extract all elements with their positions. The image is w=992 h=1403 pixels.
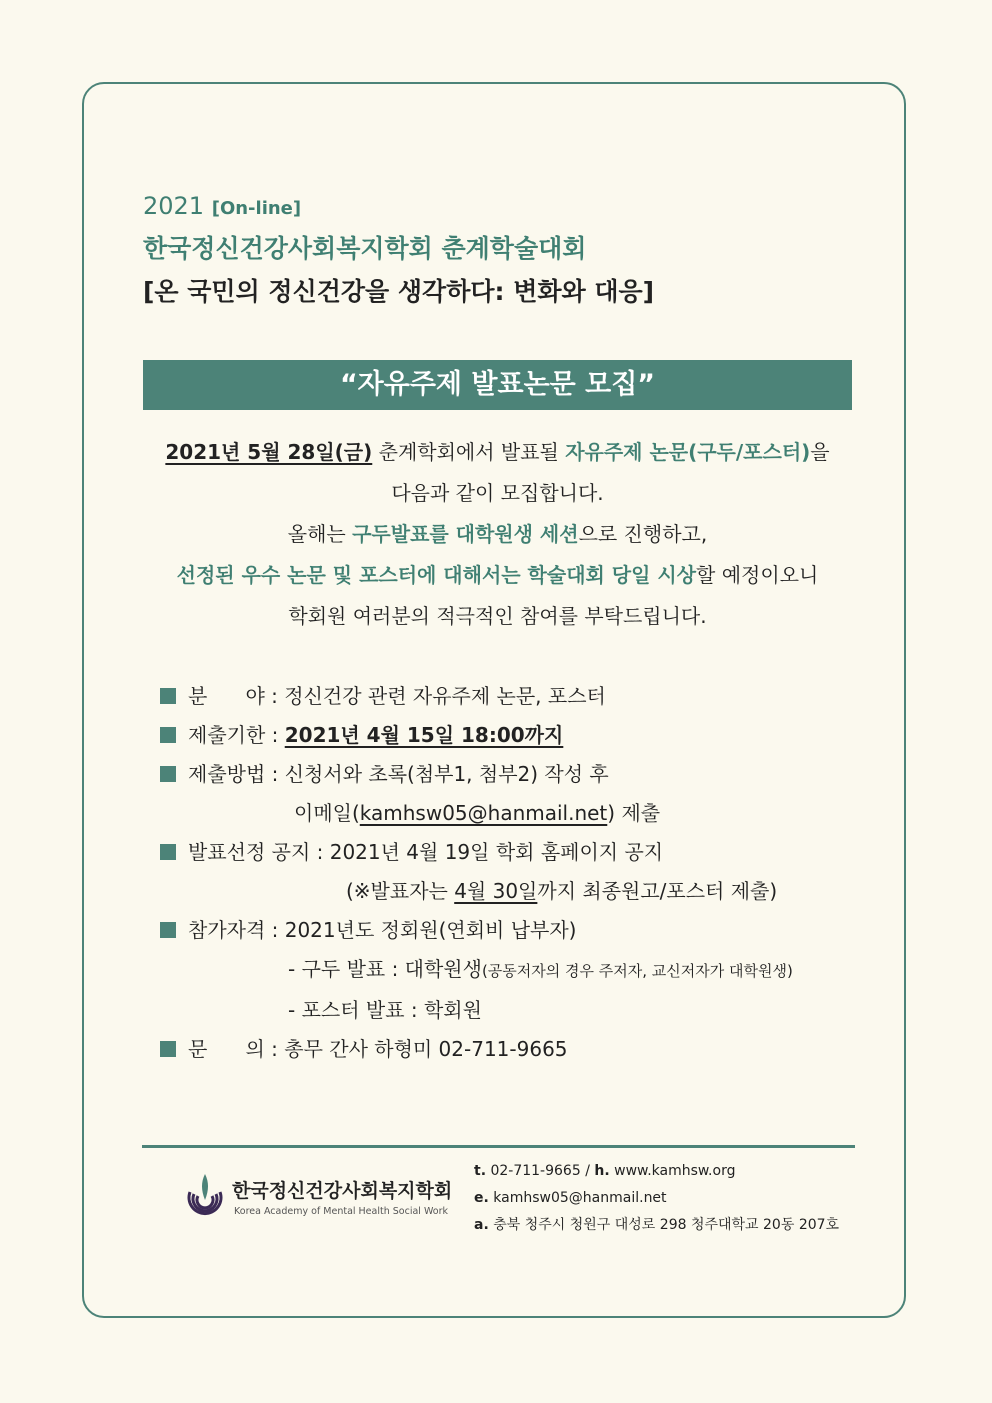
contact-email-line: e. kamhsw05@hanmail.net bbox=[474, 1190, 667, 1206]
phone: 02-711-9665 bbox=[490, 1163, 581, 1179]
square-bullet-icon bbox=[160, 844, 176, 860]
square-bullet-icon bbox=[160, 766, 176, 782]
event-header bbox=[143, 188, 654, 313]
online-tag: [On-line] bbox=[211, 198, 302, 219]
homepage-link[interactable]: www.kamhsw.org bbox=[614, 1163, 736, 1179]
address: 충북 청주시 청원구 대성로 298 청주대학교 20동 207호 bbox=[493, 1217, 840, 1233]
intro-text bbox=[143, 432, 852, 637]
details-list bbox=[160, 677, 793, 1069]
intro-line-2: 다음과 같이 모집합니다. bbox=[391, 481, 604, 505]
list-item-continuation: 이메일(kamhsw05@hanmail.net) 제출 bbox=[294, 801, 661, 825]
event-title: 한국정신건강사회복지학회 춘계학술대회 bbox=[143, 234, 587, 263]
society-logo bbox=[184, 1170, 453, 1230]
list-item: 분 야 : 정신건강 관련 자유주제 논문, 포스터 bbox=[160, 677, 793, 716]
list-item: 문 의 : 총무 간사 하형미 02-711-9665 bbox=[160, 1030, 793, 1069]
list-item-continuation: - 구두 발표 : 대학원생(공동저자의 경우 주저자, 교신저자가 대학원생) bbox=[288, 957, 793, 981]
leaf-circle-logo-icon bbox=[184, 1170, 226, 1226]
square-bullet-icon bbox=[160, 688, 176, 704]
list-item-continuation: - 포스터 발표 : 학회원 bbox=[288, 998, 482, 1022]
award-highlight: 선정된 우수 논문 및 포스터에 대해서는 학술대회 당일 시상 bbox=[176, 563, 697, 587]
submission-email-link[interactable]: kamhsw05@hanmail.net bbox=[359, 801, 608, 825]
square-bullet-icon bbox=[160, 922, 176, 938]
intro-line-1: 2021년 5월 28일(금) 춘계학회에서 발표될 자유주제 논문(구두/포스터)을 bbox=[165, 440, 830, 464]
list-item: 제출기한 : 2021년 4월 15일 18:00까지 bbox=[160, 716, 793, 755]
call-for-papers-banner: “자유주제 발표논문 모집” bbox=[143, 360, 852, 410]
conference-date: 2021년 5월 28일(금) bbox=[165, 440, 373, 464]
contact-address-line: a. 충북 청주시 청원구 대성로 298 청주대학교 20동 207호 bbox=[474, 1217, 840, 1233]
event-theme: [온 국민의 정신건강을 생각하다: 변화와 대응] bbox=[143, 277, 655, 306]
session-highlight: 구두발표를 대학원생 세션 bbox=[352, 522, 579, 546]
square-bullet-icon bbox=[160, 1041, 176, 1057]
contact-info bbox=[474, 1158, 839, 1239]
list-item: 제출방법 : 신청서와 초록(첨부1, 첨부2) 작성 후 bbox=[160, 755, 793, 794]
intro-line-5: 학회원 여러분의 적극적인 참여를 부탁드립니다. bbox=[288, 604, 707, 628]
list-item: 발표선정 공지 : 2021년 4월 19일 학회 홈페이지 공지 bbox=[160, 833, 793, 872]
intro-line-3: 올해는 구두발표를 대학원생 세션으로 진행하고, bbox=[287, 522, 708, 546]
email-link[interactable]: kamhsw05@hanmail.net bbox=[493, 1190, 667, 1206]
deadline: 2021년 4월 15일 18:00까지 bbox=[284, 723, 564, 747]
year: 2021 bbox=[143, 192, 205, 220]
list-item: 참가자격 : 2021년도 정회원(연회비 납부자) bbox=[160, 911, 793, 950]
contact-phone-line: t. 02-711-9665 / h. www.kamhsw.org bbox=[474, 1163, 736, 1179]
list-item-continuation: (※발표자는 4월 30일까지 최종원고/포스터 제출) bbox=[346, 879, 778, 903]
footer-divider bbox=[142, 1145, 855, 1148]
paper-type-highlight: 자유주제 논문(구두/포스터) bbox=[565, 440, 811, 464]
logo-korean-name: 한국정신건강사회복지학회 bbox=[232, 1180, 453, 1202]
logo-english-name: Korea Academy of Mental Health Social Work bbox=[234, 1206, 449, 1217]
year-line bbox=[143, 188, 654, 227]
intro-line-4: 선정된 우수 논문 및 포스터에 대해서는 학술대회 당일 시상할 예정이오니 bbox=[176, 563, 819, 587]
square-bullet-icon bbox=[160, 727, 176, 743]
